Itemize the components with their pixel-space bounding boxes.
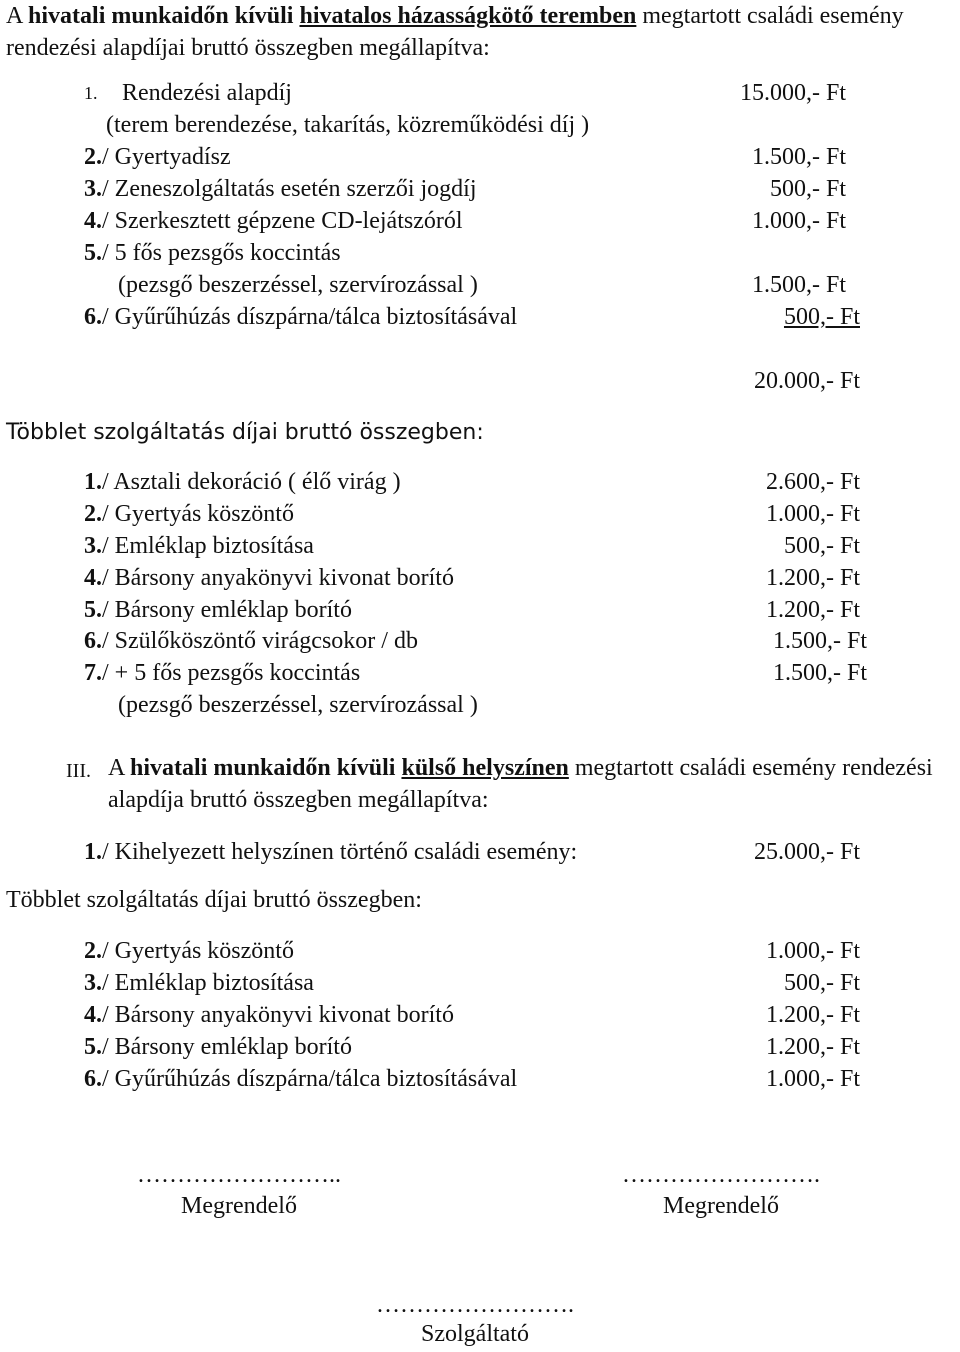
list-item-label: / Szerkesztett gépzene CD-lejátszóról	[102, 208, 463, 234]
list-item-number: 4.	[84, 1002, 102, 1028]
list-item-label: / Emléklap biztosítása	[102, 970, 314, 996]
intro-paragraph: A hivatali munkaidőn kívüli hivatalos házasságkötő teremben megtartott családi esemény rendezési alapdíjai bruttó összegben megállapítva:	[6, 3, 904, 61]
list-item-label: / Zeneszolgáltatás esetén szerzői jogdíj	[102, 176, 477, 202]
list-item-label: (pezsgő beszerzéssel, szervírozással )	[118, 272, 478, 298]
list-item-price: 1.000,- Ft	[765, 501, 860, 527]
list-item-number: 2.	[84, 938, 102, 964]
list-item-price: 1.000,- Ft	[765, 1066, 860, 1092]
list-item-price: 500,- Ft	[783, 304, 860, 330]
list-item-number: 1.	[84, 83, 98, 103]
list-item-label: (terem berendezése, takarítás, közreműködési díj )	[106, 112, 590, 138]
section-roman-numeral: III.	[66, 760, 91, 782]
list-item-price: 1.200,- Ft	[765, 597, 860, 623]
list-item-number: 3.	[84, 970, 102, 996]
list-item-price: 1.500,- Ft	[751, 272, 846, 298]
list-item-label: / Gyertyás köszöntő	[102, 938, 294, 964]
list-item-price: 1.500,- Ft	[772, 628, 867, 654]
list-item-number: 5.	[84, 240, 102, 266]
list-item-number: 1.	[84, 469, 102, 495]
list-item-price: 1.500,- Ft	[751, 144, 846, 170]
list-item-label: Rendezési alapdíj	[122, 80, 292, 106]
list-item-number: 7.	[84, 660, 102, 686]
list-item-price: 1.200,- Ft	[765, 565, 860, 591]
list-item-price: 2.600,- Ft	[765, 469, 860, 495]
list-item-price: 1.500,- Ft	[772, 660, 867, 686]
list-item-number: 1.	[84, 839, 102, 865]
list-item-label: (pezsgő beszerzéssel, szervírozással )	[118, 692, 478, 718]
list-item-price: 25.000,- Ft	[753, 839, 860, 865]
list-item-label: / Gyűrűhúzás díszpárna/tálca biztosításával	[102, 304, 518, 330]
list-item-label: / 5 fős pezsgős koccintás	[102, 240, 341, 266]
list-item-price: 1.200,- Ft	[765, 1034, 860, 1060]
signature-label-center: Szolgáltató	[421, 1321, 529, 1347]
section3-paragraph: A hivatali munkaidőn kívüli külső helyszínen megtartott családi esemény rendezési alapdíja bruttó összegben megállapítva:	[108, 755, 933, 813]
list-item-label: / Gyűrűhúzás díszpárna/tálca biztosításával	[102, 1066, 518, 1092]
list-item-price: 1.200,- Ft	[765, 1002, 860, 1028]
base-total: 20.000,- Ft	[753, 368, 860, 394]
list-item-number: 3.	[84, 533, 102, 559]
list-item-price: 500,- Ft	[769, 176, 846, 202]
list-item-number: 5.	[84, 1034, 102, 1060]
list-item-number: 4.	[84, 565, 102, 591]
signature-line-right: …………………….	[622, 1162, 820, 1188]
list-item-label: / Emléklap biztosítása	[102, 533, 314, 559]
list-item-number: 4.	[84, 208, 102, 234]
list-item-number: 3.	[84, 176, 102, 202]
list-item-price: 500,- Ft	[783, 970, 860, 996]
list-item-label: / Bársony emléklap borító	[102, 1034, 352, 1060]
list-item-label: / Kihelyezett helyszínen történő családi esemény:	[102, 839, 578, 865]
list-item-price: 500,- Ft	[783, 533, 860, 559]
signature-label-right: Megrendelő	[663, 1193, 779, 1219]
list-item-number: 6.	[84, 304, 102, 330]
list-item-label: / Gyertyadísz	[102, 144, 231, 170]
list-item-number: 6.	[84, 628, 102, 654]
list-item-price: 15.000,- Ft	[739, 80, 846, 106]
list-item-number: 5.	[84, 597, 102, 623]
signature-label-left: Megrendelő	[181, 1193, 297, 1219]
list-item-label: / + 5 fős pezsgős koccintás	[102, 660, 361, 686]
list-item-number: 2.	[84, 501, 102, 527]
list-item-number: 2.	[84, 144, 102, 170]
list-item-number: 6.	[84, 1066, 102, 1092]
list-item-price: 1.000,- Ft	[765, 938, 860, 964]
list-item-label: / Szülőköszöntő virágcsokor / db	[102, 628, 418, 654]
list-item-label: / Bársony anyakönyvi kivonat borító	[102, 565, 454, 591]
signature-line-center: …………………….	[376, 1292, 574, 1318]
list-item-label: / Bársony emléklap borító	[102, 597, 352, 623]
list-item-label: / Asztali dekoráció ( élő virág )	[102, 469, 401, 495]
list-item-price: 1.000,- Ft	[751, 208, 846, 234]
signature-line-left: ……………………..	[137, 1162, 341, 1188]
extra-services-heading: Többlet szolgáltatás díjai bruttó összegben:	[6, 420, 484, 445]
list-item-label: / Bársony anyakönyvi kivonat borító	[102, 1002, 454, 1028]
list-item-label: / Gyertyás köszöntő	[102, 501, 294, 527]
extra-services-heading: Többlet szolgáltatás díjai bruttó összegben:	[6, 887, 422, 913]
